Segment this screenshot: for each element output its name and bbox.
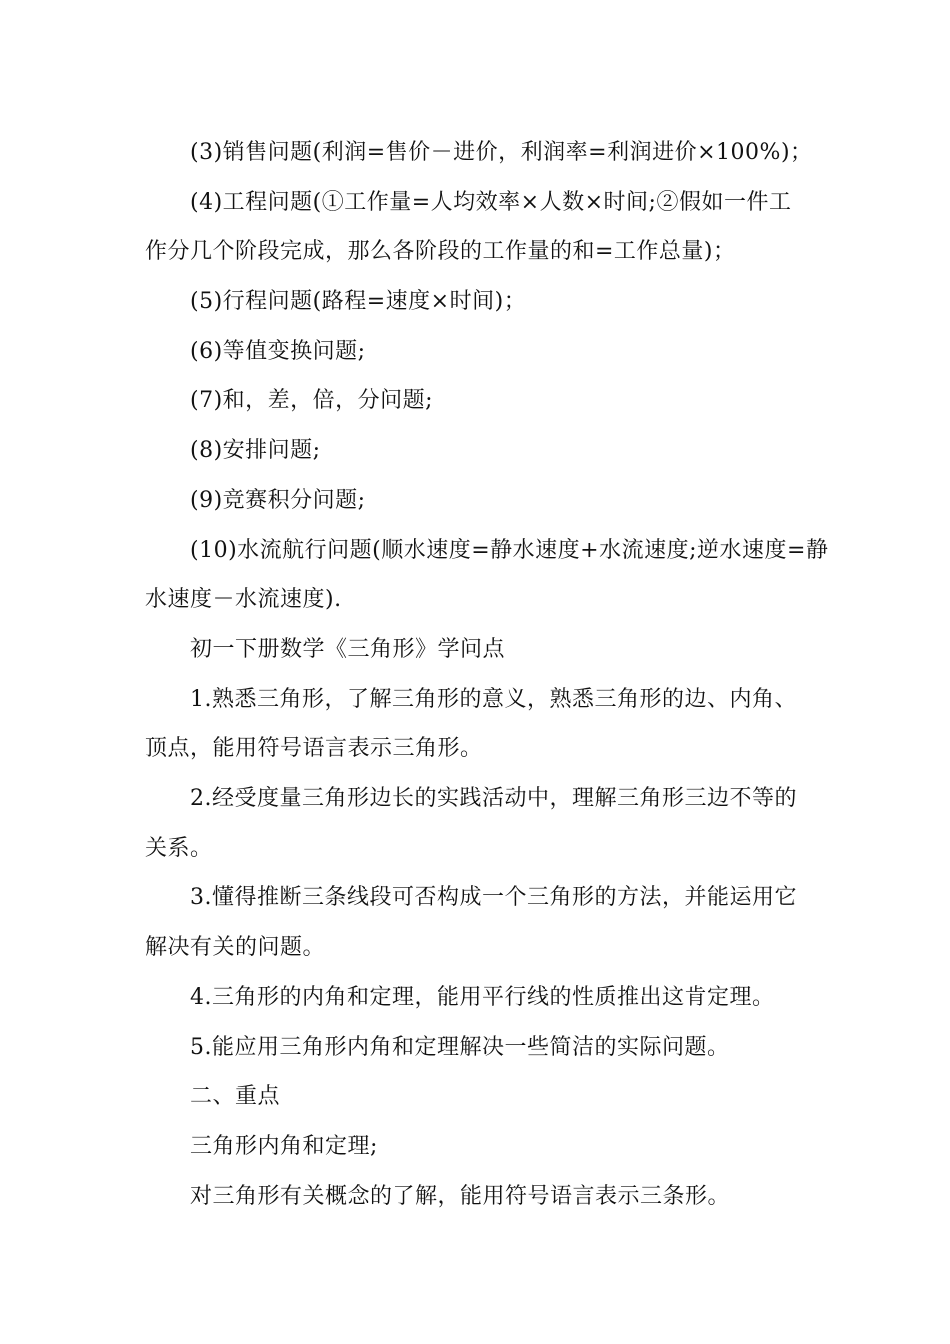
text-line-point-1: 1.熟悉三角形，了解三角形的意义，熟悉三角形的边、内角、 bbox=[190, 687, 797, 712]
text-line-equivalent-exchange: (6)等值变换问题; bbox=[190, 339, 366, 364]
text-line-point-3-continued: 解决有关的问题。 bbox=[145, 935, 326, 960]
text-line-point-5: 5.能应用三角形内角和定理解决一些简洁的实际问题。 bbox=[190, 1035, 730, 1060]
text-line-point-3: 3.懂得推断三条线段可否构成一个三角形的方法，并能运用它 bbox=[190, 885, 797, 910]
text-line-point-1-continued: 顶点，能用符号语言表示三角形。 bbox=[145, 736, 483, 761]
text-line-travel-problem: (5)行程问题(路程=速度×时间)； bbox=[190, 289, 527, 314]
text-line-arrangement: (8)安排问题; bbox=[190, 438, 321, 463]
text-line-engineering-problem: (4)工程问题(①工作量=人均效率×人数×时间;②假如一件工 bbox=[190, 190, 792, 215]
text-line-water-navigation: (10)水流航行问题(顺水速度=静水速度+水流速度;逆水速度=静 bbox=[190, 538, 829, 563]
text-line-point-2: 2.经受度量三角形边长的实践活动中，理解三角形三边不等的 bbox=[190, 786, 797, 811]
text-line-point-4: 4.三角形的内角和定理，能用平行线的性质推出这肯定理。 bbox=[190, 985, 775, 1010]
text-line-point-2-continued: 关系。 bbox=[145, 836, 213, 861]
text-line-angle-sum-theorem: 三角形内角和定理; bbox=[190, 1134, 378, 1159]
text-line-water-navigation-continued: 水速度－水流速度). bbox=[145, 587, 342, 612]
text-line-competition-score: (9)竞赛积分问题; bbox=[190, 488, 366, 513]
section-heading-triangle: 初一下册数学《三角形》学问点 bbox=[190, 637, 506, 662]
text-line-sales-problem: (3)销售问题(利润=售价－进价，利润率=利润进价×100%)； bbox=[190, 140, 813, 165]
text-line-sum-difference: (7)和，差，倍，分问题; bbox=[190, 388, 434, 413]
text-line-concept-understanding: 对三角形有关概念的了解，能用符号语言表示三条形。 bbox=[190, 1184, 731, 1209]
text-line-engineering-continued: 作分几个阶段完成，那么各阶段的工作量的和=工作总量)； bbox=[145, 239, 736, 264]
section-heading-key-points: 二、重点 bbox=[190, 1084, 281, 1109]
